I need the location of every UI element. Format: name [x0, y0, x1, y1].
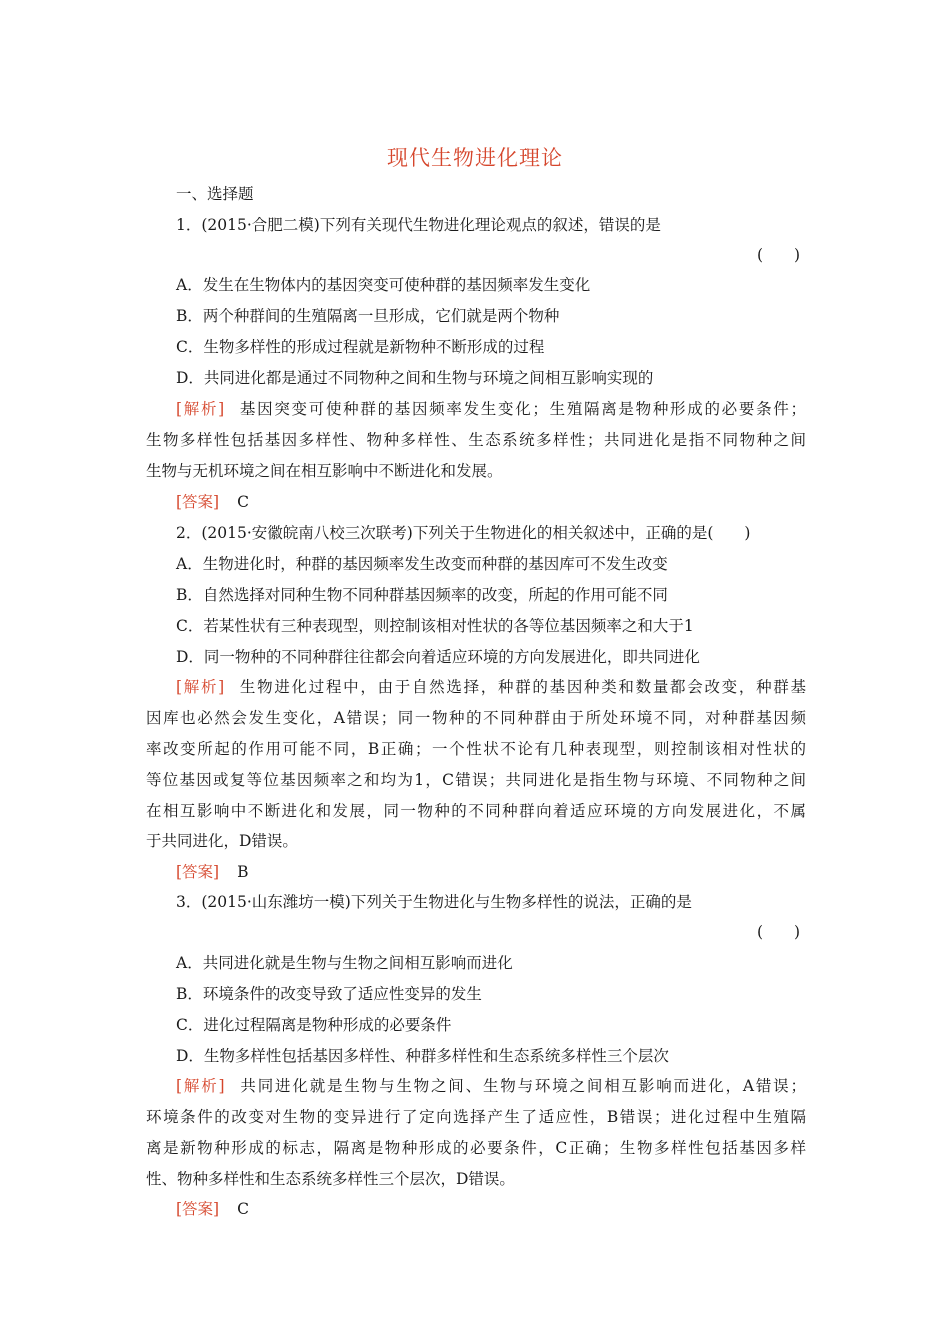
q1-analysis-line: 生物与无机环境之间在相互影响中不断进化和发展。 — [146, 462, 503, 480]
q2-option-c: C．若某性状有三种表现型，则控制该相对性状的各等位基因频率之和大于1 — [176, 617, 694, 635]
q2-analysis-line: 于共同进化，D错误。 — [146, 832, 298, 850]
q3-analysis-line: 离是新物种形成的标志，隔离是物种形成的必要条件，C正确；生物多样性包括基因多样 — [146, 1139, 806, 1157]
q2-analysis-line — [176, 677, 806, 697]
analysis-text: 生物进化过程中，由于自然选择，种群的基因种类和数量都会改变，种群基 — [238, 678, 806, 696]
q1-option-b: B．两个种群间的生殖隔离一旦形成，它们就是两个物种 — [176, 307, 560, 325]
q2-analysis-line: 率改变所起的作用可能不同，B正确；一个性状不论有几种表现型，则控制该相对性状的 — [146, 740, 806, 758]
answer-value: C — [237, 493, 249, 511]
analysis-text: 基因突变可使种群的基因频率发生变化；生殖隔离是物种形成的必要条件； — [238, 400, 806, 418]
answer-tag: [答案] — [176, 493, 220, 511]
q1-analysis-line — [176, 399, 806, 419]
q3-option-d: D．生物多样性包括基因多样性、种群多样性和生态系统多样性三个层次 — [176, 1047, 669, 1065]
q1-answer — [176, 492, 249, 512]
q2-option-b: B．自然选择对同种生物不同种群基因频率的改变，所起的作用可能不同 — [176, 586, 668, 604]
q2-analysis-line: 因库也必然会发生变化，A错误；同一物种的不同种群由于所处环境不同，对种群基因频 — [146, 709, 806, 727]
q1-option-d: D．共同进化都是通过不同物种之间和生物与环境之间相互影响实现的 — [176, 369, 654, 387]
q3-option-a: A．共同进化就是生物与生物之间相互影响而进化 — [176, 954, 513, 972]
q3-answer — [176, 1199, 249, 1219]
section-heading: 一、选择题 — [176, 185, 254, 203]
q2-stem: 2．(2015·安徽皖南八校三次联考)下列关于生物进化的相关叙述中，正确的是( ) — [176, 524, 751, 542]
analysis-tag: [解析] — [176, 1077, 225, 1095]
q3-analysis-line: 性、物种多样性和生态系统多样性三个层次，D错误。 — [146, 1170, 515, 1188]
q3-analysis-line — [176, 1076, 806, 1096]
page-title: 现代生物进化理论 — [387, 146, 563, 170]
answer-tag: [答案] — [176, 863, 220, 881]
analysis-tag: [解析] — [176, 678, 225, 696]
q1-stem: 1．(2015·合肥二模)下列有关现代生物进化理论观点的叙述，错误的是 — [176, 216, 661, 234]
analysis-tag: [解析] — [176, 400, 225, 418]
answer-tag: [答案] — [176, 1200, 220, 1218]
answer-value: B — [237, 863, 249, 881]
q3-option-c: C．进化过程隔离是物种形成的必要条件 — [176, 1016, 452, 1034]
q3-stem: 3．(2015·山东潍坊一模)下列关于生物进化与生物多样性的说法，正确的是 — [176, 893, 692, 911]
q2-analysis-line: 等位基因或复等位基因频率之和均为1，C错误；共同进化是指生物与环境、不同物种之间 — [146, 771, 806, 789]
q3-option-b: B．环境条件的改变导致了适应性变异的发生 — [176, 985, 482, 1003]
q3-analysis-line: 环境条件的改变对生物的变异进行了定向选择产生了适应性，B错误；进化过程中生殖隔 — [146, 1108, 806, 1126]
q1-answer-blank: ( ) — [757, 246, 801, 264]
q2-option-a: A．生物进化时，种群的基因频率发生改变而种群的基因库可不发生改变 — [176, 555, 668, 573]
q2-option-d: D．同一物种的不同种群往往都会向着适应环境的方向发展进化，即共同进化 — [176, 648, 700, 666]
analysis-text: 共同进化就是生物与生物之间、生物与环境之间相互影响而进化，A错误； — [238, 1077, 806, 1095]
answer-value: C — [237, 1200, 249, 1218]
q2-analysis-line: 在相互影响中不断进化和发展，同一物种的不同种群向着适应环境的方向发展进化，不属 — [146, 802, 806, 820]
q1-option-c: C．生物多样性的形成过程就是新物种不断形成的过程 — [176, 338, 545, 356]
q3-answer-blank: ( ) — [757, 923, 801, 941]
q1-option-a: A．发生在生物体内的基因突变可使种群的基因频率发生变化 — [176, 276, 591, 294]
q1-analysis-line: 生物多样性包括基因多样性、物种多样性、生态系统多样性；共同进化是指不同物种之间 — [146, 431, 806, 449]
q2-answer — [176, 862, 249, 882]
